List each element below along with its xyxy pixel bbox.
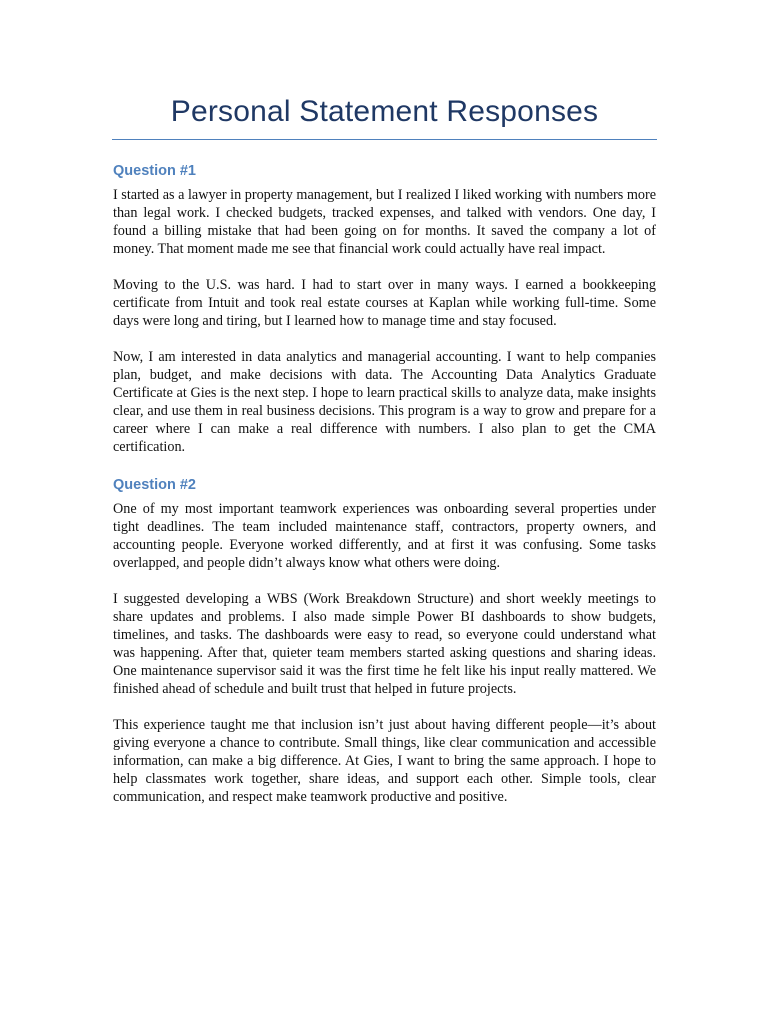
document-body xyxy=(113,160,656,824)
title-underline xyxy=(112,139,657,140)
question-1-heading: Question #1 xyxy=(113,163,196,179)
question-2-paragraph-1: One of my most important teamwork experiences was onboarding several properties under tight deadlines. The team included maintenance staff, contractors, property owners, and accounting people. Everyone worked differently, and at first it was confusing. Some tasks overlapped, and people didn’t always know what others were doing. xyxy=(113,501,656,571)
question-2-section xyxy=(113,474,656,806)
question-2-heading: Question #2 xyxy=(113,477,196,493)
question-2-paragraph-2: I suggested developing a WBS (Work Breakdown Structure) and short weekly meetings to share updates and problems. I also made simple Power BI dashboards to show budgets, timelines, and tasks. The dashboards were easy to read, so everyone could understand what was happening. After that, quieter team members started asking questions and sharing ideas. One maintenance supervisor said it was the first time he felt like his input really mattered. We finished ahead of schedule and built trust that helped in future projects. xyxy=(113,591,656,697)
question-1-section xyxy=(113,160,656,456)
question-1-paragraph-3: Now, I am interested in data analytics and managerial accounting. I want to help companies plan, budget, and make decisions with data. The Accounting Data Analytics Graduate Certificate at Gies is the next step. I hope to learn practical skills to analyze data, make insights clear, and use them in real business decisions. This program is a way to grow and prepare for a career where I can make a real difference with numbers. I also plan to get the CMA certification. xyxy=(113,349,656,455)
page-title: Personal Statement Responses xyxy=(170,95,599,128)
question-2-paragraph-3: This experience taught me that inclusion isn’t just about having different people—it’s about giving everyone a chance to contribute. Small things, like clear communication and accessible information, can make a big difference. At Gies, I want to bring the same approach. I hope to help classmates work together, share ideas, and support each other. Simple tools, clear communication, and respect make teamwork productive and positive. xyxy=(113,717,656,805)
question-1-paragraph-2: Moving to the U.S. was hard. I had to start over in many ways. I earned a bookkeeping certificate from Intuit and took real estate courses at Kaplan while working full-time. Some days were long and tiring, but I learned how to manage time and stay focused. xyxy=(113,277,656,329)
question-1-paragraph-1: I started as a lawyer in property management, but I realized I liked working with numbers more than legal work. I checked budgets, tracked expenses, and talked with vendors. One day, I found a billing mistake that had been going on for months. It saved the company a lot of money. That moment made me see that financial work could actually have real impact. xyxy=(113,187,656,257)
